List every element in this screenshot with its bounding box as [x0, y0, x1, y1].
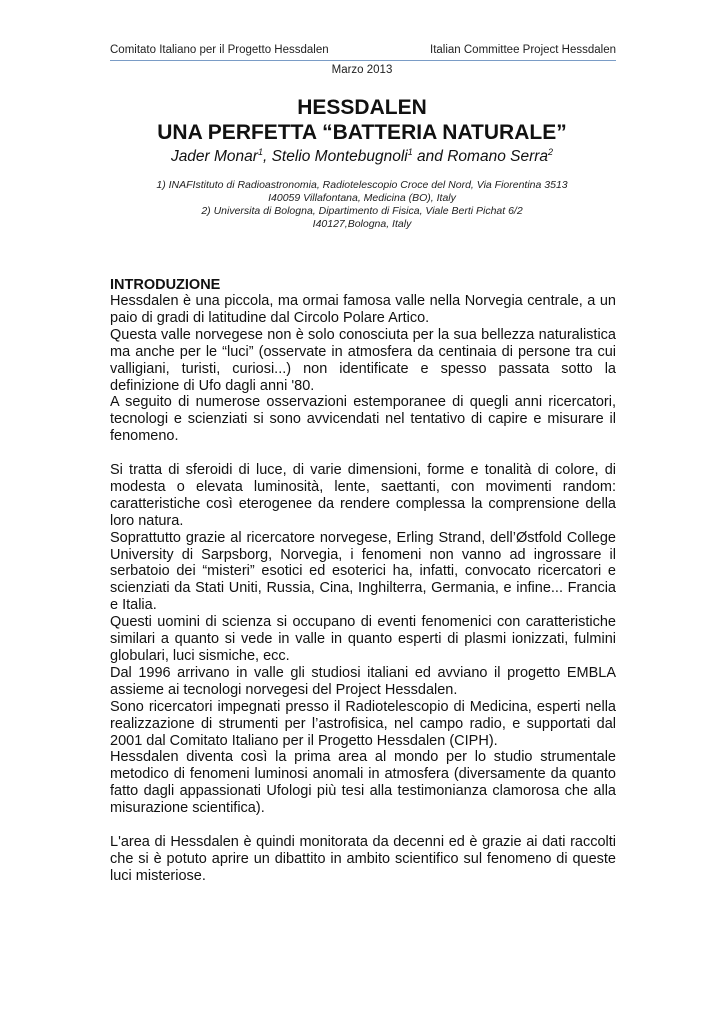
affiliation-line-3: 2) Universita di Bologna, Dipartimento di Fisica, Viale Berti Pichat 6/2 [201, 205, 523, 217]
paragraph: Questa valle norvegese non è solo conosciuta per la sua bellezza naturalistica ma anche per le “luci” (osservate in atmosfera da centinaia di persone tra cui valligiani, turisti, curiosi...) non identificate e spesso passata sotto la definizione di Ufo dagli anni '80. [110, 326, 616, 394]
paragraph: L'area di Hessdalen è quindi monitorata da decenni ed è grazie ai dati raccolti che si è potuto aprire un dibattito in ambito scientifico sul fenomeno di queste luci misteriose. [110, 833, 616, 884]
header-right-text: Italian Committee Project Hessdalen [430, 44, 616, 56]
paragraph: Hessdalen diventa così la prima area al mondo per lo studio strumentale metodico di fenomeni luminosi anomali in atmosfera (diversamente da quanto fatto dagli appassionati Ufologi più tesi alla testimonianza clamorosa che alla misurazione scientifica). [110, 749, 616, 817]
author-3: and Romano Serra [412, 148, 549, 165]
paragraph-spacer [110, 817, 616, 834]
paragraph: Soprattutto grazie al ricercatore norvegese, Erling Strand, dell’Østfold College University di Sarpsborg, Norvegia, i fenomeni non vanno ad ingrossare il serbatoio dei “misteri” esotici ed esoterici ha, infatti, convocato ricercatori e scienziati da Stati Uniti, Russia, Cina, Inghilterra, Germania, e infine... Francia e Italia. [110, 529, 616, 614]
affiliation-line-1: 1) INAFIstituto di Radioastronomia, Radiotelescopio Croce del Nord, Via Fiorentina 3513 [156, 179, 568, 191]
section-heading: INTRODUZIONE [110, 277, 221, 293]
author-1-affiliation-mark: 1 [257, 146, 263, 157]
author-1: Jader Monar [170, 148, 258, 165]
header-left-text: Comitato Italiano per il Progetto Hessdalen [110, 44, 329, 56]
authors-line [0, 148, 724, 166]
paragraph: Questi uomini di scienza si occupano di eventi fenomenici con caratteristiche similari a quanto si vede in valle in quanto esperti di plasmi ionizzati, fulmini globulari, luci sismiche, ecc. [110, 614, 616, 665]
title-line-2: UNA PERFETTA “BATTERIA NATURALE” [157, 121, 567, 144]
paragraph: Dal 1996 arrivano in valle gli studiosi italiani ed avviano il progetto EMBLA assieme ai tecnologi norvegesi del Project Hessdalen. [110, 664, 616, 698]
author-3-affiliation-mark: 2 [548, 146, 554, 157]
paragraph: A seguito di numerose osservazioni estemporanee di quegli anni ricercatori, tecnologi e scienziati si sono avvicendati nel tentativo di capire e misurare il fenomeno. [110, 394, 616, 445]
paragraph: Hessdalen è una piccola, ma ormai famosa valle nella Norvegia centrale, a un paio di gradi di latitudine dal Circolo Polare Artico. [110, 293, 616, 326]
title-line-1: HESSDALEN [297, 96, 427, 119]
affiliation-line-4: I40127,Bologna, Italy [312, 218, 412, 230]
header-divider [110, 60, 616, 61]
paragraph: Si tratta di sferoidi di luce, di varie dimensioni, forme e tonalità di colore, di modesta o elevata luminosità, lente, saettanti, con movimenti random: caratteristiche così eterogenee da rendere complessa la comprensione della loro natura. [110, 462, 616, 529]
paragraph-spacer [110, 445, 616, 462]
document-date: Marzo 2013 [331, 64, 393, 76]
affiliation-line-2: I40059 Villafontana, Medicina (BO), Italy [268, 192, 456, 204]
body-text [110, 293, 616, 885]
author-2-affiliation-mark: 1 [407, 146, 413, 157]
paragraph: Sono ricercatori impegnati presso il Radiotelescopio di Medicina, esperti nella realizzazione di strumenti per l’astrofisica, nel campo radio, e supportati dal 2001 dal Comitato Italiano per il Progetto Hessdalen (CIPH). [110, 698, 616, 749]
author-2: , Stelio Montebugnoli [262, 148, 408, 165]
